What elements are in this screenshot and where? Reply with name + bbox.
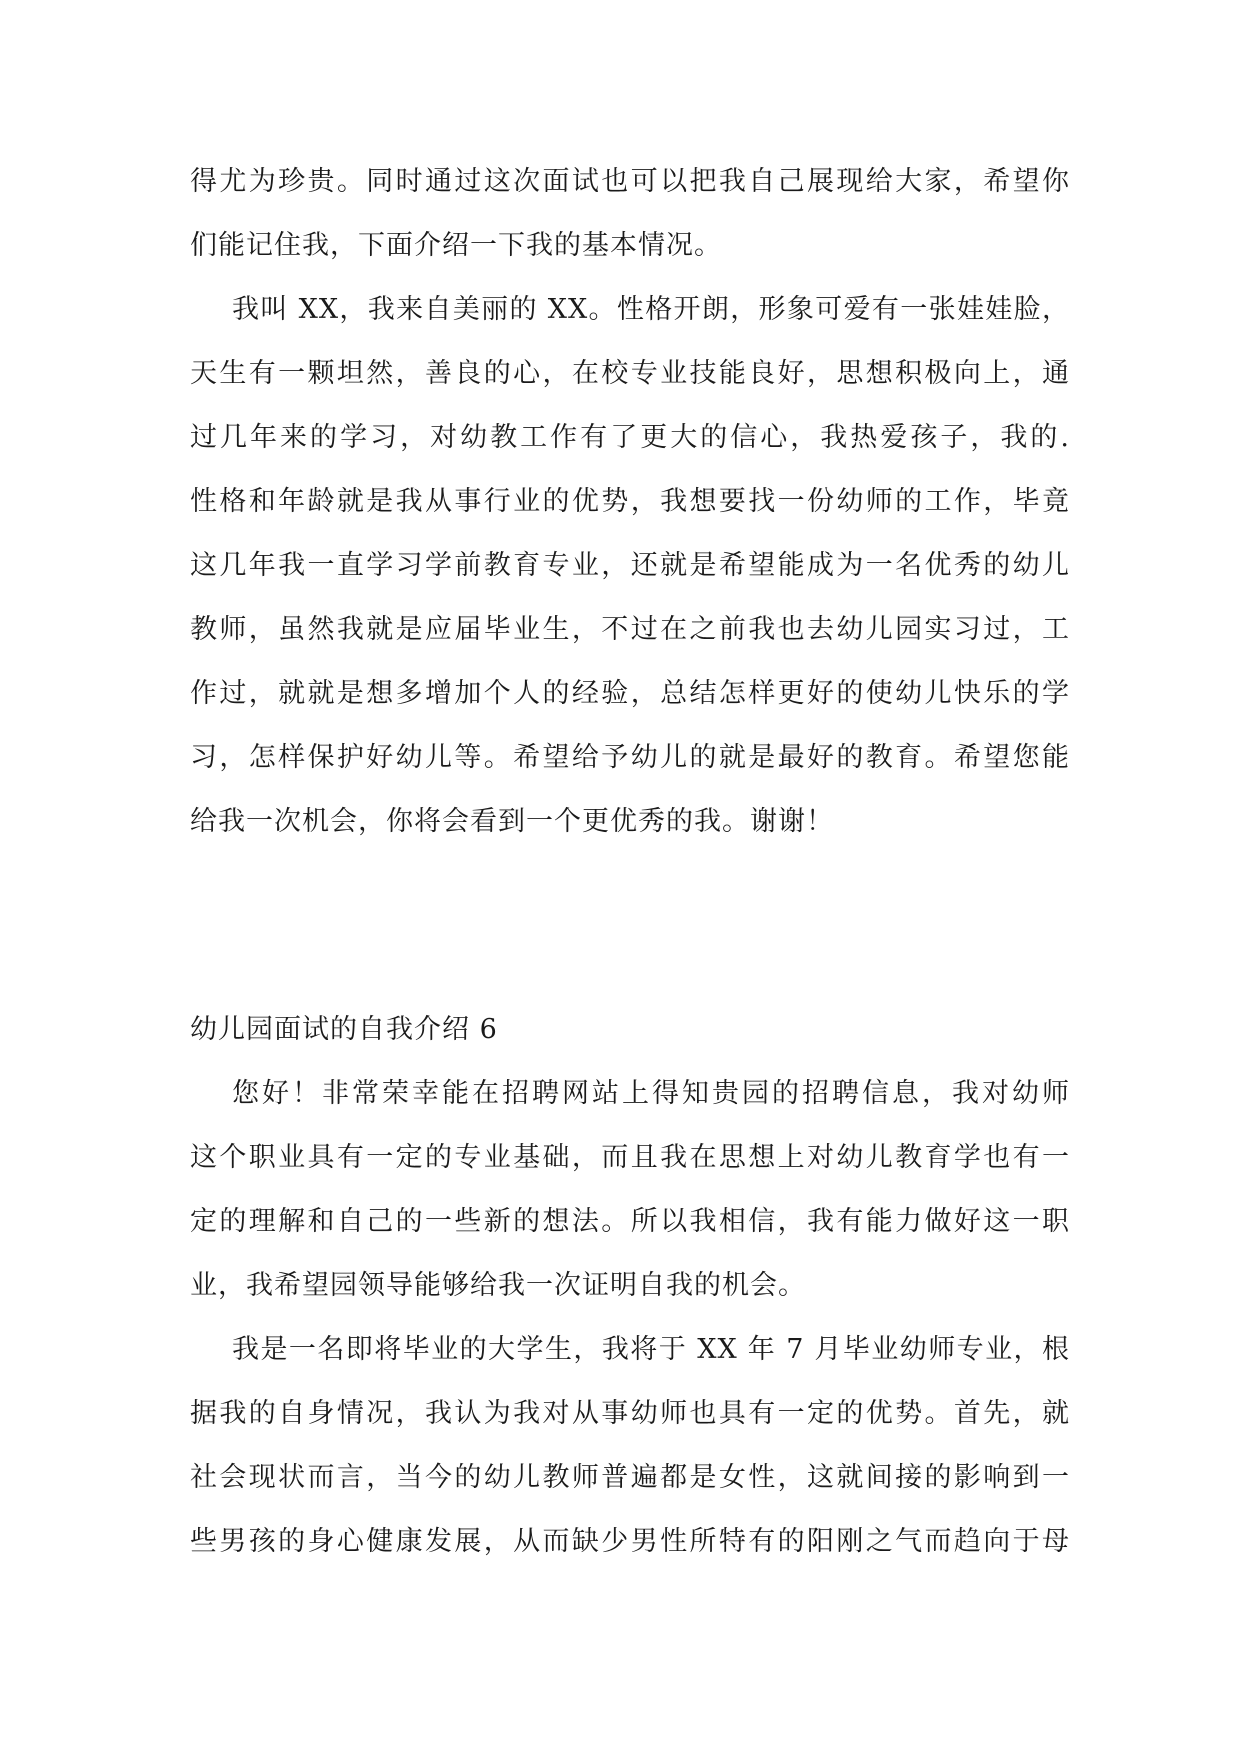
text-line: 过几年来的学习，对幼教工作有了更大的信心，我热爱孩子，我的. xyxy=(190,422,1070,453)
text-line: 习，怎样保护好幼儿等。希望给予幼儿的就是最好的教育。希望您能 xyxy=(190,742,1070,773)
paragraph-start-line: 我是一名即将毕业的大学生，我将于 XX 年 7 月毕业幼师专业，根 xyxy=(232,1334,1070,1365)
section-heading: 幼儿园面试的自我介绍 6 xyxy=(190,1014,498,1045)
paragraph-start-line: 您好！非常荣幸能在招聘网站上得知贵园的招聘信息，我对幼师 xyxy=(232,1078,1070,1109)
text-line: 据我的自身情况，我认为我对从事幼师也具有一定的优势。首先，就 xyxy=(190,1398,1070,1429)
text-line: 们能记住我，下面介绍一下我的基本情况。 xyxy=(190,230,722,261)
text-line: 定的理解和自己的一些新的想法。所以我相信，我有能力做好这一职 xyxy=(190,1206,1070,1237)
text-line: 社会现状而言，当今的幼儿教师普遍都是女性，这就间接的影响到一 xyxy=(190,1462,1070,1493)
text-line: 得尤为珍贵。同时通过这次面试也可以把我自己展现给大家，希望你 xyxy=(190,166,1070,197)
text-line: 教师，虽然我就是应届毕业生，不过在之前我也去幼儿园实习过，工 xyxy=(190,614,1070,645)
text-line: 业，我希望园领导能够给我一次证明自我的机会。 xyxy=(190,1270,806,1301)
text-line: 作过，就就是想多增加个人的经验，总结怎样更好的使幼儿快乐的学 xyxy=(190,678,1070,709)
paragraph-start-line: 我叫 XX，我来自美丽的 XX。性格开朗，形象可爱有一张娃娃脸， xyxy=(232,294,1070,325)
text-line: 天生有一颗坦然，善良的心，在校专业技能良好，思想积极向上，通 xyxy=(190,358,1070,389)
text-line: 些男孩的身心健康发展，从而缺少男性所特有的阳刚之气而趋向于母 xyxy=(190,1526,1070,1557)
text-line: 这个职业具有一定的专业基础，而且我在思想上对幼儿教育学也有一 xyxy=(190,1142,1070,1173)
text-line: 给我一次机会，你将会看到一个更优秀的我。谢谢！ xyxy=(190,806,834,837)
text-line: 性格和年龄就是我从事行业的优势，我想要找一份幼师的工作，毕竟 xyxy=(190,486,1070,517)
text-line: 这几年我一直学习学前教育专业，还就是希望能成为一名优秀的幼儿 xyxy=(190,550,1070,581)
